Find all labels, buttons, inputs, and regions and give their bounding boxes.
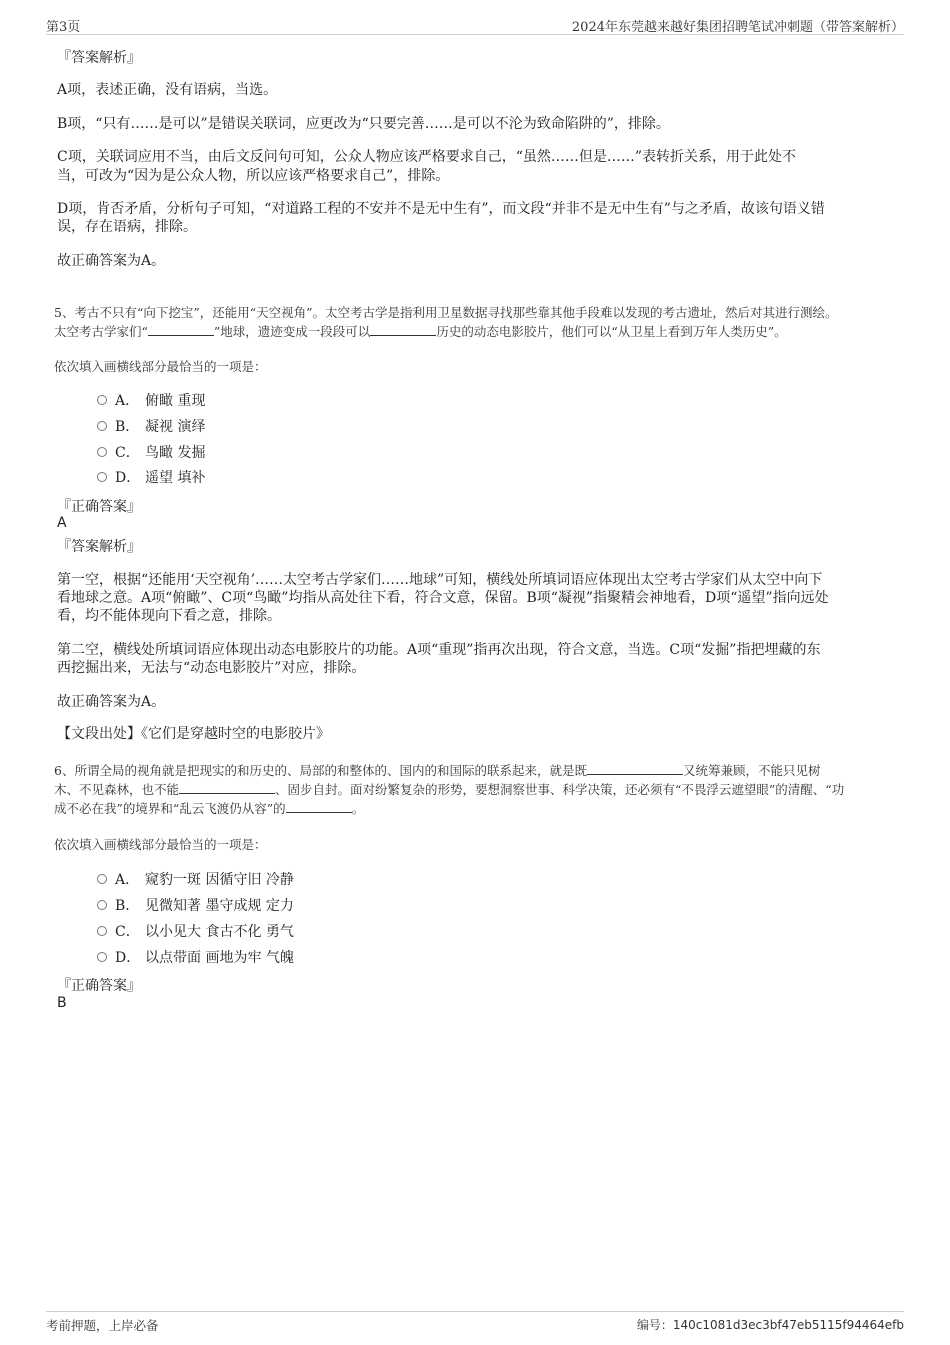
q5-analysis-label: 『答案解析』 <box>57 539 141 555</box>
option-letter: C． <box>115 924 140 940</box>
q5-blank-1 <box>148 323 214 336</box>
q6-stem-text: 6、所谓全局的视角就是把现实的和历史的、局部的和整体的、国内的和国际的联系起来，就是既 <box>54 763 587 778</box>
q5-answer-label: 『正确答案』 <box>57 499 141 515</box>
radio-icon[interactable] <box>97 472 107 482</box>
q6-stem-text: 、固步自封。面对纷繁复杂的形势，要想洞察世事、科学决策，还必须有“不畏浮云遮望眼”的清醒、“功 <box>275 782 845 797</box>
q6-stem-line2 <box>54 780 887 799</box>
radio-icon[interactable] <box>97 395 107 405</box>
q4-analysis-c-line1: C项，关联词应用不当，由后文反问句可知，公众人物应该严格要求自己，“虽然……但是……”表转折关系，用于此处不 <box>57 149 797 165</box>
q6-option-a[interactable] <box>97 870 294 890</box>
footer-slogan: 考前押题，上岸必备 <box>46 1318 159 1333</box>
option-letter: D． <box>115 470 141 486</box>
q5-stem-text: ”地球，遗迹变成一段段可以 <box>213 324 371 339</box>
page-header <box>46 14 904 35</box>
q6-blank-3 <box>286 800 352 813</box>
q5-option-b[interactable] <box>97 417 205 437</box>
option-letter: A． <box>115 393 140 409</box>
option-text: 遥望 填补 <box>145 470 206 486</box>
q5-analysis-p2-line1: 第二空，横线处所填词语应体现出动态电影胶片的功能。A项“重现”指再次出现，符合文意，当选。C项“发掘”指把埋藏的东 <box>57 642 821 658</box>
q6-option-d[interactable] <box>97 948 294 968</box>
q6-stem-line3 <box>54 799 887 818</box>
page-footer <box>46 1311 904 1334</box>
q5-analysis-p1-line2: 看地球之意。A项“俯瞰”、C项“鸟瞰”均指从高处往下看，符合文意，保留。B项“凝视”指聚精会神地看，D项“遥望”指向远处 <box>57 590 829 606</box>
q5-answer: A <box>57 515 67 531</box>
q4-conclusion: 故正确答案为A。 <box>57 253 166 269</box>
q4-analysis-a: A项，表述正确，没有语病，当选。 <box>57 82 278 98</box>
page-number: 第3页 <box>46 20 81 35</box>
q5-stem-text: 太空考古学家们“ <box>54 324 148 339</box>
q6-answer: B <box>57 995 67 1011</box>
q6-option-b[interactable] <box>97 896 294 916</box>
q4-analysis-label: 『答案解析』 <box>57 50 141 66</box>
q5-source: 【文段出处】《它们是穿越时空的电影胶片》 <box>57 726 330 742</box>
q5-analysis-p1-line1: 第一空，根据“还能用‘天空视角’……太空考古学家们……地球”可知，横线处所填词语应体现出太空考古学家们从太空中向下 <box>57 572 823 588</box>
q5-stem-line1: 5、考古不只有“向下挖宝”，还能用“天空视角”。太空考古学是指利用卫星数据寻找那些靠其他手段难以发现的考古遗址，然后对其进行测绘。 <box>54 305 838 320</box>
q6-answer-label: 『正确答案』 <box>57 978 141 994</box>
option-letter: D． <box>115 950 141 966</box>
option-text: 窥豹一斑 因循守旧 冷静 <box>145 872 294 888</box>
option-letter: B． <box>115 419 140 435</box>
q6-stem-text: 。 <box>351 801 365 816</box>
radio-icon[interactable] <box>97 421 107 431</box>
radio-icon[interactable] <box>97 447 107 457</box>
option-text: 以小见大 食古不化 勇气 <box>145 924 294 940</box>
q5-stem-text: 历史的动态电影胶片，他们可以“从卫星上看到万年人类历史”。 <box>436 324 787 339</box>
option-text: 俯瞰 重现 <box>145 393 206 409</box>
document-title: 2024年东莞越来越好集团招聘笔试冲刺题（带答案解析） <box>571 20 904 35</box>
q5-analysis-p1-line3: 看，均不能体现向下看之意，排除。 <box>57 608 281 624</box>
radio-icon[interactable] <box>97 952 107 962</box>
q6-option-c[interactable] <box>97 922 294 942</box>
q4-analysis-b: B项，“只有……是可以”是错误关联词，应更改为“只要完善……是可以不沦为致命陷阱的”，排除。 <box>57 116 670 132</box>
q6-stem-text: 又统筹兼顾，不能只见树 <box>682 763 821 778</box>
q6-stem-text: 木、不见森林，也不能 <box>54 782 180 797</box>
q5-conclusion: 故正确答案为A。 <box>57 694 166 710</box>
q6-prompt: 依次填入画横线部分最恰当的一项是： <box>54 837 267 852</box>
option-letter: B． <box>115 898 140 914</box>
document-id: 编号：140c1081d3ec3bf47eb5115f94464efb <box>636 1318 904 1332</box>
option-text: 凝视 演绎 <box>145 419 206 435</box>
q4-analysis-d-line1: D项，肯否矛盾，分析句子可知，“对道路工程的不安并不是无中生有”，而文段“并非不是无中生有”与之矛盾，故该句语义错 <box>57 201 825 217</box>
q6-blank-1 <box>587 762 683 775</box>
q5-prompt: 依次填入画横线部分最恰当的一项是： <box>54 359 267 374</box>
option-text: 以点带面 画地为牢 气魄 <box>145 950 294 966</box>
q6-stem-text: 成不必在我”的境界和“乱云飞渡仍从容”的 <box>54 801 286 816</box>
q5-analysis-p2-line2: 西挖掘出来，无法与“动态电影胶片”对应，排除。 <box>57 660 366 676</box>
option-text: 见微知著 墨守成规 定力 <box>145 898 294 914</box>
q5-option-d[interactable] <box>97 468 205 488</box>
q5-stem-line2 <box>54 322 887 341</box>
option-letter: C． <box>115 445 140 461</box>
q4-analysis-c-line2: 当，可改为“因为是公众人物，所以应该严格要求自己”，排除。 <box>57 168 450 184</box>
radio-icon[interactable] <box>97 926 107 936</box>
radio-icon[interactable] <box>97 874 107 884</box>
q6-stem-line1 <box>54 761 887 780</box>
q4-analysis-d-line2: 误，存在语病，排除。 <box>57 219 197 235</box>
radio-icon[interactable] <box>97 900 107 910</box>
q5-option-c[interactable] <box>97 443 205 463</box>
q5-option-a[interactable] <box>97 391 205 411</box>
q6-blank-2 <box>179 781 275 794</box>
option-text: 鸟瞰 发掘 <box>145 445 206 461</box>
option-letter: A． <box>115 872 140 888</box>
q5-blank-2 <box>370 323 436 336</box>
